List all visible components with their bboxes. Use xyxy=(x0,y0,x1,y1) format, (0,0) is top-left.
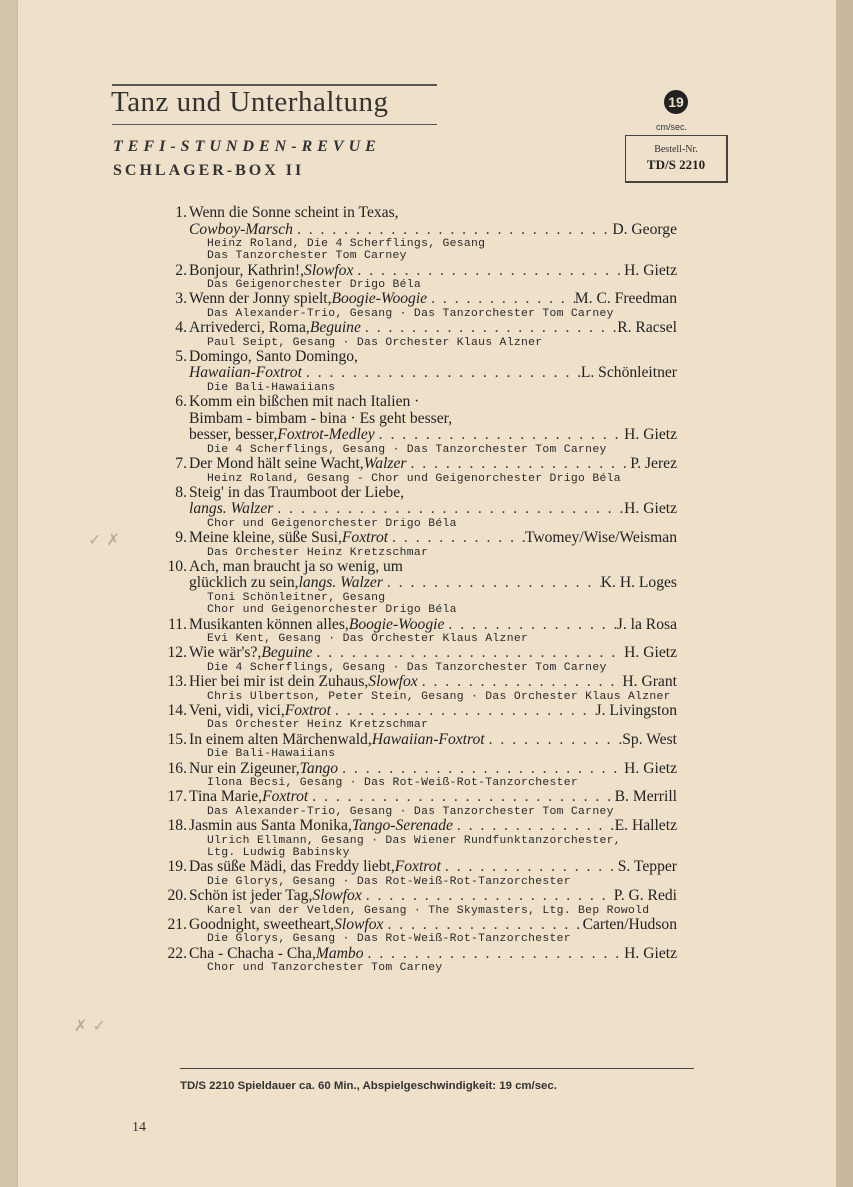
pencil-mark: ✗ ✓ xyxy=(74,1016,106,1035)
track-line xyxy=(150,761,677,778)
track-title: besser, besser, xyxy=(189,426,278,444)
page-binding-shadow xyxy=(0,0,18,1187)
track-composer: H. Gietz xyxy=(624,759,677,777)
track-performers: Heinz Roland, Die 4 Scherflings, Gesang xyxy=(207,238,486,250)
track-performers: Das Alexander-Trio, Gesang · Das Tanzorchester Tom Carney xyxy=(207,805,614,818)
track-item xyxy=(150,349,677,394)
track-item xyxy=(150,456,677,485)
track-genre: Foxtrot xyxy=(341,529,389,547)
track-title: Cha - Chacha - Cha, xyxy=(189,944,316,962)
track-genre: langs. Walzer xyxy=(189,500,274,518)
track-title: In einem alten Märchenwald, xyxy=(189,730,372,748)
leader-dots xyxy=(375,427,625,444)
track-number xyxy=(150,575,189,592)
track-performers: Das Tanzorchester Tom Carney xyxy=(207,250,407,263)
track-title: Steig' in das Traumboot der Liebe, xyxy=(189,483,405,501)
leader-dots xyxy=(273,501,624,518)
leader-dots xyxy=(361,320,617,337)
track-line xyxy=(150,674,677,691)
track-title: Meine kleine, süße Susi, xyxy=(189,529,342,547)
track-line xyxy=(150,263,677,280)
track-line xyxy=(150,349,677,366)
track-title: Ach, man braucht ja so wenig, um xyxy=(189,557,403,575)
track-performers: Die 4 Scherflings, Gesang · Das Tanzorchester Tom Carney xyxy=(207,661,607,674)
track-item xyxy=(150,859,677,888)
track-list xyxy=(150,205,677,974)
track-item xyxy=(150,205,677,263)
track-line xyxy=(150,575,677,592)
track-genre: langs. Walzer xyxy=(298,574,383,592)
track-composer: K. H. Loges xyxy=(600,574,677,592)
header-rule-bottom xyxy=(112,124,437,125)
speed-unit: cm/sec. xyxy=(656,122,688,132)
track-title: Bonjour, Kathrin!, xyxy=(189,261,305,279)
section-title: Tanz und Unterhaltung xyxy=(111,86,389,118)
track-title: Wie wär's?, xyxy=(189,644,262,662)
pencil-mark: ✓ ✗ xyxy=(88,530,120,549)
leader-dots xyxy=(406,456,630,473)
track-genre: Slowfox xyxy=(368,673,418,691)
track-line xyxy=(150,559,677,576)
track-line xyxy=(150,888,677,905)
track-composer: L. Schönleitner xyxy=(580,364,677,382)
track-title: Hier bei mir ist dein Zuhaus, xyxy=(189,673,369,691)
track-number xyxy=(150,411,189,428)
track-item xyxy=(150,789,677,818)
track-number: 3. xyxy=(175,290,187,308)
track-item xyxy=(150,761,677,790)
track-composer: P. G. Redi xyxy=(613,887,677,905)
track-performers: Chris Ulbertson, Peter Stein, Gesang · Das Orchester Klaus Alzner xyxy=(207,690,671,703)
track-item xyxy=(150,291,677,320)
track-genre: Hawaiian-Foxtrot xyxy=(189,364,302,382)
track-title: Wenn die Sonne scheint in Texas, xyxy=(189,204,399,221)
track-number: 10. xyxy=(167,557,187,575)
track-title: Wenn der Jonny spielt, xyxy=(189,290,332,308)
order-label: Bestell-Nr. xyxy=(654,144,698,155)
track-genre: Foxtrot xyxy=(394,858,441,876)
track-genre: Slowfox xyxy=(304,261,354,279)
track-performers: Evi Kent, Gesang · Das Orchester Klaus Alzner xyxy=(207,633,529,646)
track-composer: M. C. Freedman xyxy=(574,290,677,308)
track-title: Musikanten können alles, xyxy=(189,615,349,633)
track-performers: Heinz Roland, Gesang - Chor und Geigenorchester Drigo Béla xyxy=(207,472,621,485)
track-composer: H. Grant xyxy=(622,673,677,691)
track-line xyxy=(150,859,677,876)
track-performers: Das Orchester Heinz Kretzschmar xyxy=(207,546,429,559)
track-number: 6. xyxy=(175,393,187,411)
leader-dots xyxy=(331,703,596,720)
track-title: Tina Marie, xyxy=(189,788,263,806)
track-composer: J. Livingston xyxy=(595,701,677,719)
track-item xyxy=(150,917,677,946)
track-title: Goodnight, sweetheart, xyxy=(189,915,335,933)
page-number: 14 xyxy=(132,1120,146,1135)
track-item xyxy=(150,703,677,732)
leader-dots xyxy=(444,617,616,634)
track-composer: J. la Rosa xyxy=(616,615,677,633)
track-title: Das süße Mädi, das Freddy liebt, xyxy=(189,858,395,876)
leader-dots xyxy=(485,732,623,749)
track-item xyxy=(150,732,677,761)
track-performers: Karel van der Velden, Gesang · The Skymasters, Ltg. Bep Rowold xyxy=(207,904,650,917)
track-performers: Paul Seipt, Gesang · Das Orchester Klaus Alzner xyxy=(207,336,543,349)
track-composer: H. Gietz xyxy=(624,944,677,962)
track-line xyxy=(150,645,677,662)
leader-dots xyxy=(383,917,582,934)
track-line xyxy=(150,703,677,720)
track-item xyxy=(150,818,677,859)
track-number: 4. xyxy=(175,319,187,337)
track-genre: Walzer xyxy=(363,455,407,473)
track-line xyxy=(150,205,677,222)
next-page-edge xyxy=(836,0,853,1187)
track-genre: Foxtrot-Medley xyxy=(277,426,375,444)
track-title: Jasmin aus Santa Monika, xyxy=(189,817,352,835)
track-performers: Chor und Geigenorchester Drigo Béla xyxy=(207,604,457,617)
track-line xyxy=(150,365,677,382)
track-number: 13. xyxy=(167,673,187,691)
track-performers: Die Bali-Hawaiians xyxy=(207,748,336,761)
track-composer: P. Jerez xyxy=(630,455,677,473)
track-item xyxy=(150,530,677,559)
track-number: 22. xyxy=(167,944,187,962)
track-title: Bimbam - bimbam - bina · Es geht besser, xyxy=(189,409,453,427)
series-name: TEFI-STUNDEN-REVUE xyxy=(113,138,381,155)
track-line xyxy=(150,917,677,934)
track-composer: Twomey/Wise/Weisman xyxy=(524,529,677,547)
track-item xyxy=(150,394,677,456)
leader-dots xyxy=(388,530,525,547)
track-performers: Das Orchester Heinz Kretzschmar xyxy=(207,719,429,732)
track-number: 21. xyxy=(167,915,187,933)
track-line xyxy=(150,530,677,547)
track-composer: D. George xyxy=(612,220,677,238)
track-performers: Ltg. Ludwig Babinsky xyxy=(207,846,350,859)
track-performers: Ulrich Ellmann, Gesang · Das Wiener Rundfunktanzorchester, xyxy=(207,834,621,847)
track-number: 5. xyxy=(175,347,187,365)
track-title: Domingo, Santo Domingo, xyxy=(189,347,358,365)
leader-dots xyxy=(302,365,581,382)
track-line xyxy=(150,394,677,411)
track-number xyxy=(150,365,189,382)
track-line xyxy=(150,818,677,835)
leader-dots xyxy=(353,263,624,280)
leader-dots xyxy=(308,789,614,806)
track-number: 16. xyxy=(167,759,187,777)
track-composer: R. Racsel xyxy=(617,319,677,337)
track-line xyxy=(150,222,677,239)
track-line xyxy=(150,789,677,806)
track-composer: B. Merrill xyxy=(614,788,677,806)
track-genre: Foxtrot xyxy=(284,701,331,719)
track-composer: H. Gietz xyxy=(624,500,677,518)
leader-dots xyxy=(312,645,624,662)
track-performers: Die Glorys, Gesang · Das Rot-Weiß-Rot-Tanzorchester xyxy=(207,933,571,946)
track-item xyxy=(150,263,677,292)
track-line xyxy=(150,291,677,308)
track-item xyxy=(150,617,677,646)
track-number: 20. xyxy=(167,887,187,905)
track-composer: H. Gietz xyxy=(624,426,677,444)
track-number: 19. xyxy=(167,858,187,876)
track-performers: Chor und Tanzorchester Tom Carney xyxy=(207,962,443,975)
track-line xyxy=(150,427,677,444)
track-title: Veni, vidi, vici, xyxy=(189,701,285,719)
track-line xyxy=(150,411,677,428)
track-performers: Toni Schönleitner, Gesang xyxy=(207,591,386,604)
track-genre: Foxtrot xyxy=(262,788,309,806)
leader-dots xyxy=(418,674,623,691)
leader-dots xyxy=(362,888,614,905)
track-genre: Hawaiian-Foxtrot xyxy=(371,730,485,748)
speed-badge: 19 xyxy=(664,90,688,114)
track-performers: Das Geigenorchester Drigo Béla xyxy=(207,279,422,292)
track-performers: Die Glorys, Gesang · Das Rot-Weiß-Rot-Tanzorchester xyxy=(207,875,571,888)
track-title: Arrivederci, Roma, xyxy=(189,319,310,337)
track-performers: Das Alexander-Trio, Gesang · Das Tanzorchester Tom Carney xyxy=(207,307,614,320)
track-item xyxy=(150,674,677,703)
track-genre: Tango xyxy=(299,759,339,777)
track-composer: H. Gietz xyxy=(624,261,677,279)
track-number: 2. xyxy=(175,261,187,279)
track-item xyxy=(150,485,677,530)
leader-dots xyxy=(383,575,601,592)
leader-dots xyxy=(441,859,618,876)
track-composer: Carten/Hudson xyxy=(582,915,677,933)
track-performers: Chor und Geigenorchester Drigo Béla xyxy=(207,517,457,530)
track-number: 18. xyxy=(167,817,187,835)
track-item xyxy=(150,888,677,917)
track-line xyxy=(150,946,677,963)
track-performers: Ilona Becsi, Gesang · Das Rot-Weiß-Rot-Tanzorchester xyxy=(207,777,579,790)
track-genre: Boogie-Woogie xyxy=(331,290,428,308)
order-number-box xyxy=(625,135,728,183)
track-line xyxy=(150,501,677,518)
track-genre: Tango-Serenade xyxy=(351,817,453,835)
track-number: 11. xyxy=(168,615,187,633)
track-genre: Slowfox xyxy=(334,915,384,933)
track-performers: Die Bali-Hawaiians xyxy=(207,381,336,394)
track-number: 15. xyxy=(167,730,187,748)
track-genre: Mambo xyxy=(315,944,364,962)
leader-dots xyxy=(338,761,624,778)
track-genre: Cowboy-Marsch xyxy=(189,220,293,238)
track-title: Nur ein Zigeuner, xyxy=(189,759,300,777)
leader-dots xyxy=(453,818,615,835)
track-line xyxy=(150,320,677,337)
track-number xyxy=(150,501,189,518)
footer-rule xyxy=(180,1068,694,1069)
track-title: Komm ein bißchen mit nach Italien · xyxy=(189,393,420,411)
track-number: 14. xyxy=(167,701,187,719)
track-line xyxy=(150,485,677,502)
track-composer: H. Gietz xyxy=(624,644,677,662)
track-item xyxy=(150,645,677,674)
track-number: 9. xyxy=(175,529,187,547)
track-number: 17. xyxy=(167,788,187,806)
track-item xyxy=(150,946,677,975)
order-number: TD/S 2210 xyxy=(646,157,706,172)
leader-dots xyxy=(364,946,625,963)
track-line xyxy=(150,617,677,634)
track-item xyxy=(150,559,677,617)
track-genre: Slowfox xyxy=(312,887,362,905)
track-item xyxy=(150,320,677,349)
track-title: glücklich zu sein, xyxy=(189,574,299,592)
track-line xyxy=(150,456,677,473)
track-number xyxy=(150,427,189,444)
track-number: 1. xyxy=(175,204,187,221)
track-line xyxy=(150,732,677,749)
track-genre: Beguine xyxy=(261,644,313,662)
track-performers: Die 4 Scherflings, Gesang · Das Tanzorchester Tom Carney xyxy=(207,443,607,456)
leader-dots xyxy=(293,222,612,239)
track-number xyxy=(150,222,189,239)
footer-info: TD/S 2210 Spieldauer ca. 60 Min., Abspielgeschwindigkeit: 19 cm/sec. xyxy=(180,1080,557,1092)
subseries-name: SCHLAGER-BOX II xyxy=(113,162,305,179)
track-number: 8. xyxy=(175,483,187,501)
track-genre: Beguine xyxy=(309,319,361,337)
track-number: 12. xyxy=(167,644,187,662)
track-number: 7. xyxy=(175,455,187,473)
track-genre: Boogie-Woogie xyxy=(348,615,445,633)
track-title: Schön ist jeder Tag, xyxy=(189,887,313,905)
track-title: Der Mond hält seine Wacht, xyxy=(189,455,364,473)
track-composer: S. Tepper xyxy=(617,858,677,876)
leader-dots xyxy=(427,291,575,308)
track-composer: E. Halletz xyxy=(614,817,677,835)
track-composer: Sp. West xyxy=(622,730,677,748)
